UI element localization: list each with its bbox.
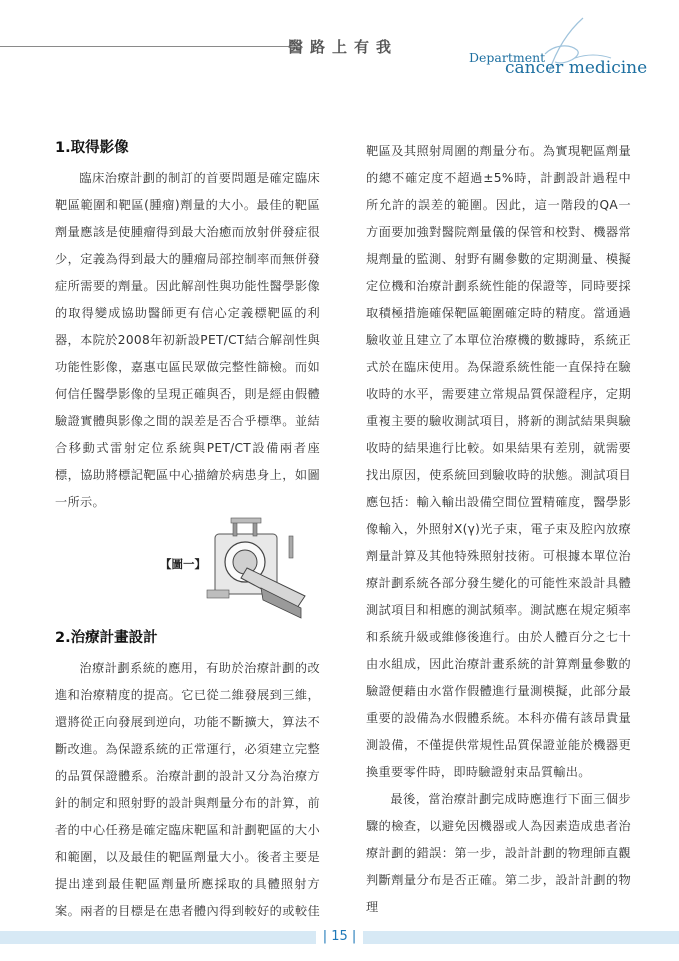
header-title: 醫路上有我 (288, 38, 399, 56)
department-logo (465, 14, 648, 84)
section-2-heading: 2.治療計畫設計 (55, 630, 158, 646)
figure-1-label: 【圖一】 (160, 557, 206, 571)
header-rule (0, 46, 290, 47)
section-2-text: 治療計劃系統的應用，有助於治療計劃的改進和治療精度的提高。它已從二維發展到三維，還將從正向發展到逆向，功能不斷擴大，算法不斷改進。為保證系統的正常運行，必須建立完整的品質保證體系。治療計劃的設計又分為治療方針的制定和照射野的設計與劑量分布的計算，前者的中心任務是確定臨床靶區和計劃靶區的大小和範圍，以及最佳的靶區劑量大小。後者主要是提出達到最佳靶區劑量所應採取的具體照射方案。兩者的目標是在患者體內得到較好的或較佳 (55, 661, 320, 918)
figure-1 (55, 516, 320, 628)
page-number: | 15 | (316, 926, 363, 948)
logo-cancer-medicine-text: cancer medicine (505, 58, 648, 78)
section-1-text: 臨床治療計劃的制訂的首要問題是確定臨床靶區範圍和靶區(腫瘤)劑量的大小。最佳的靶區劑量應該是使腫瘤得到最大治癒而放射併發症很少，定義為得到最大的腫瘤局部控制率而無併發症所需要的劑量。因此解剖性與功能性醫學影像的取得變成協助醫師更有信心定義標靶區的利器，本院於2008年初新設PET/CT結合解剖性與功能性影像，嘉惠屯區民眾做完整性篩檢。而如何信任醫學影像的呈現正確與否，則是經由假體驗證實體與影像之間的誤差是否合乎標準。並結合移動式雷射定位系統與PET/CT設備兩者座標，協助將標記靶區中心描繪於病患身上，如圖一所示。 (55, 171, 320, 509)
right-column (366, 138, 631, 921)
section-1-heading: 1.取得影像 (55, 140, 129, 156)
right-paragraph-2: 最後，當治療計劃完成時應進行下面三個步驟的檢查，以避免因機器或人為因素造成患者治療計劃的錯誤：第一步，設計計劃的物理師直觀判斷劑量分布是否正確。第二步，設計計劃的物理 (366, 792, 631, 914)
pet-ct-scanner-illustration (205, 516, 323, 621)
logo-department-text: Department (469, 50, 546, 65)
right-paragraph-1: 靶區及其照射周圍的劑量分布。為實現靶區劑量的總不確定度不超過±5%時，計劃設計過程中所允許的誤差的範圍。因此，這一階段的QA一方面要加強對醫院劑量儀的保管和校對、機器常規劑量的監測、射野有關參數的定期測量、模擬定位機和治療計劃系統性能的保證等，同時要採取積極措施確保靶區範圍確定時的精度。當通過驗收並且建立了本單位治療機的數據時，系統正式於在臨床使用。為保證系統性能一直保持在驗收時的水平，需要建立常規品質保證程序，定期重複主要的驗收測試項目，將新的測試結果與驗收時的結果進行比較。如果結果有差別，就需要找出原因，使系統回到驗收時的狀態。測試項目應包括：輸入輸出設備空間位置精確度，醫學影像輸入，外照射X(γ)光子束，電子束及腔內放療劑量計算及其他特殊照射技術。可根據本單位治療計劃系統各部分發生變化的可能性來設計具體測試項目和相應的測試頻率。測試應在規定頻率和系統升級或維修後進行。由於人體百分之七十由水組成，因此治療計畫系統的計算劑量參數的驗證便藉由水當作假體進行量測模擬，此部分最重要的設備為水假體系統。本科亦備有該昂貴量測設備，不僅提供常規性品質保證並能於機器更換重要零件時，即時驗證射束品質輸出。 (366, 144, 631, 779)
left-column (55, 138, 320, 952)
